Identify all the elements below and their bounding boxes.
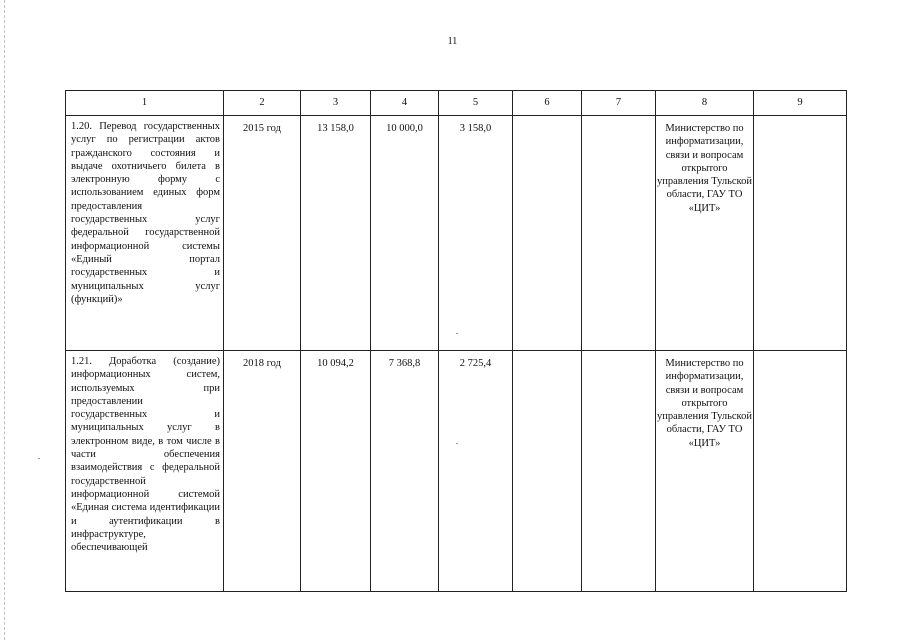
col4-cell: 7 368,8: [371, 351, 439, 592]
header-cell-2: 2: [224, 91, 301, 116]
table-row: [66, 116, 847, 351]
header-cell-5: 5: [439, 91, 513, 116]
activity-name-cell: 1.21. Доработка (создание) информационных систем, используемых при предоставлении государственных и муниципальных услуг в электронном виде, в том числе в части обеспечения взаимодействия с федеральной государственной информационной системой «Единая система идентификации и аутентификации в инфраструктуре, обеспечивающей: [66, 351, 224, 592]
executor-cell: Министерство по информатизации, связи и вопросам открытого управления Тульской области, ГАУ ТО «ЦИТ»: [656, 351, 754, 592]
scan-speck: [456, 443, 458, 444]
activity-name-cell: 1.20. Перевод государственных услуг по регистрации актов гражданского состояния и выдаче охотничьего билета в электронную форму с использованием единых форм предоставления государственных услуг федеральной государственной информационной системы «Единый портал государственных и муниципальных услуг (функций)»: [66, 116, 224, 351]
col6-cell: [513, 116, 582, 351]
col4-cell: 10 000,0: [371, 116, 439, 351]
program-table: [65, 90, 847, 592]
executor-cell: Министерство по информатизации, связи и вопросам открытого управления Тульской области, ГАУ ТО «ЦИТ»: [656, 116, 754, 351]
header-cell-6: 6: [513, 91, 582, 116]
header-cell-3: 3: [301, 91, 371, 116]
col7-cell: [582, 116, 656, 351]
header-row: [66, 91, 847, 116]
scan-speck: [38, 458, 40, 459]
header-cell-7: 7: [582, 91, 656, 116]
col7-cell: [582, 351, 656, 592]
col5-cell: 3 158,0: [439, 116, 513, 351]
header-cell-1: 1: [66, 91, 224, 116]
page-number: 11: [447, 36, 458, 47]
binding-margin-marks: [4, 0, 7, 640]
col9-cell: [754, 351, 847, 592]
total-cell: 10 094,2: [301, 351, 371, 592]
total-cell: 13 158,0: [301, 116, 371, 351]
header-cell-4: 4: [371, 91, 439, 116]
year-cell: 2015 год: [224, 116, 301, 351]
header-cell-9: 9: [754, 91, 847, 116]
col6-cell: [513, 351, 582, 592]
year-cell: 2018 год: [224, 351, 301, 592]
scan-speck: [456, 333, 458, 334]
table-row: [66, 351, 847, 592]
col5-cell: 2 725,4: [439, 351, 513, 592]
col9-cell: [754, 116, 847, 351]
header-cell-8: 8: [656, 91, 754, 116]
